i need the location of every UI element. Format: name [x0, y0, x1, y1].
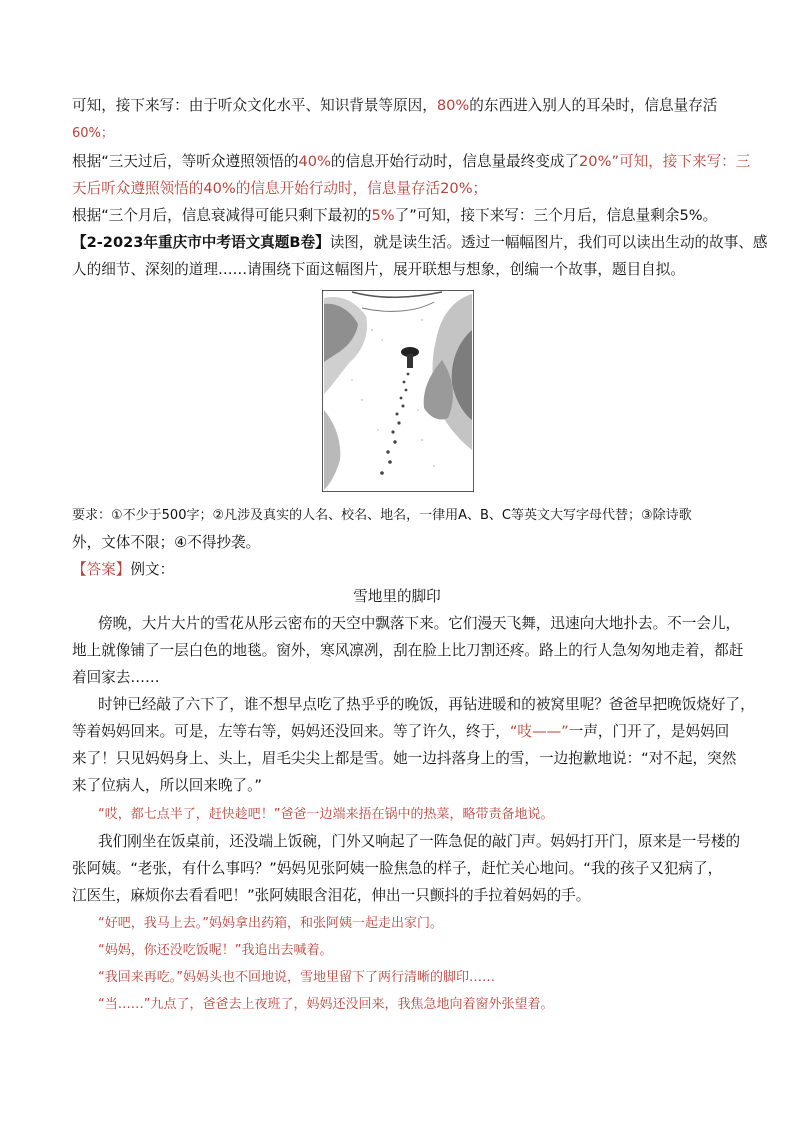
answer-tag: 【答案】	[72, 561, 131, 578]
requirements-line-1: 要求：①不少于500字；②凡涉及真实的人名、校名、地名，一律用A、B、C等英文大写字母代替；③除诗歌	[72, 508, 692, 523]
intro-text: 根据“三天过后，等听众遵照领悟的	[72, 153, 299, 170]
essay-p7: “我回来再吃。”妈妈头也不回地说，雪地里留下了两行清晰的脚印……	[98, 970, 495, 985]
intro-line-1	[72, 96, 717, 116]
percent-value: 5%。	[679, 207, 718, 224]
intro-line-4	[72, 179, 487, 199]
percent-value: 40%	[203, 180, 236, 197]
intro-line-3	[72, 152, 750, 172]
essay-text: 等着妈妈回来。可是，左等右等，妈妈还没回来。等了许久，终于，	[72, 723, 510, 740]
question-line-1	[72, 233, 768, 253]
intro-text: 的东西进入别人的耳朵时，信息量存活	[469, 97, 718, 114]
percent-value: 20%；	[440, 180, 488, 197]
answer-header	[72, 560, 174, 580]
essay-text: “吱——”	[509, 723, 569, 740]
essay-text: 一声，门开了，是妈妈回	[568, 723, 730, 740]
essay-p4-line-2: 张阿姨。“老张，有什么事吗？”妈妈见张阿姨一脸焦急的样子，赶忙关心地问。“我的孩子又犯病了，	[72, 860, 723, 877]
essay-p2-line-4: 来了位病人，所以回来晚了。”	[72, 777, 262, 794]
requirements-line-2: 外，文体不限；④不得抄袭。	[72, 534, 261, 551]
percent-value: 5%	[371, 207, 395, 224]
snow-scene-image	[322, 290, 474, 492]
essay-p2-line-1: 时钟已经敲了六下了，谁不想早点吃了热乎乎的晚饭，再钻进暖和的被窝里呢？爸爸早把晚饭烧好了，	[98, 696, 755, 713]
intro-text: 天后听众遵照领悟的	[72, 180, 204, 197]
essay-p8: “当……”九点了，爸爸去上夜班了，妈妈还没回来，我焦急地向着窗外张望着。	[98, 997, 554, 1012]
essay-p2-line-3: 来了！只见妈妈身上、头上，眉毛尖尖上都是雪。她一边抖落身上的雪，一边抱歉地说：“对不起，突然	[72, 750, 737, 767]
intro-text: 根据“三个月后，信息衰减得可能只剩下最初的	[72, 207, 372, 224]
essay-p2-line-2	[72, 722, 729, 742]
essay-p3: “哎，都七点半了，赶快趁吧！”爸爸一边端来捂在锅中的热菜，略带责备地说。	[98, 807, 554, 822]
intro-text: 的信息开始行动时，信息量最终变成了	[330, 153, 580, 170]
essay-p4-line-3: 江医生，麻烦你去看看吧！”张阿姨眼含泪花，伸出一只颤抖的手拉着妈妈的手。	[72, 887, 591, 904]
essay-title: 雪地里的脚印	[353, 588, 441, 605]
essay-p1-line-1: 傍晚，大片大片的雪花从彤云密布的天空中飘落下来。它们漫天飞舞，迅速向大地扑去。不一会儿，	[98, 615, 741, 632]
intro-line-5	[72, 206, 717, 226]
essay-p1-line-2: 地上就像铺了一层白色的地毯。窗外，寒风凛冽，刮在脸上比刀割还疼。路上的行人急匆匆地走着，都赶	[72, 642, 744, 659]
essay-p6: “妈妈，你还没吃饭呢！”我追出去喊着。	[98, 943, 333, 958]
essay-p5: “好吧，我马上去。”妈妈拿出药箱，和张阿姨一起走出家门。	[98, 916, 443, 931]
question-text: 读图，就是读生活。透过一幅幅图片，我们可以读出生动的故事、感	[329, 234, 768, 251]
intro-line-2: 60%；	[72, 126, 114, 141]
percent-value: 40%	[298, 153, 331, 170]
intro-text: 了”可知，接下来写：三个月后，信息量剩余	[394, 207, 680, 224]
essay-p1-line-3: 着回家去……	[72, 669, 160, 686]
essay-p4-line-1: 我们刚坐在饭桌前，还没端上饭碗，门外又响起了一阵急促的敲门声。妈妈打开门，原来是一号楼的	[98, 833, 741, 850]
intro-text: 的信息开始行动时，信息量存活	[235, 180, 441, 197]
intro-text: 20%”可知，接下来写：三	[579, 153, 751, 170]
question-line-2: 人的细节、深刻的道理……请围绕下面这幅图片，展开联想与想象，创编一个故事，题目自拟。	[72, 261, 685, 278]
intro-text: 可知，接下来写：由于听众文化水平、知识背景等原因，	[72, 97, 437, 114]
question-tag: 【2-2023年重庆市中考语文真题B卷】	[72, 234, 330, 251]
answer-label: 例文：	[130, 561, 175, 578]
percent-value: 80%	[436, 97, 470, 114]
